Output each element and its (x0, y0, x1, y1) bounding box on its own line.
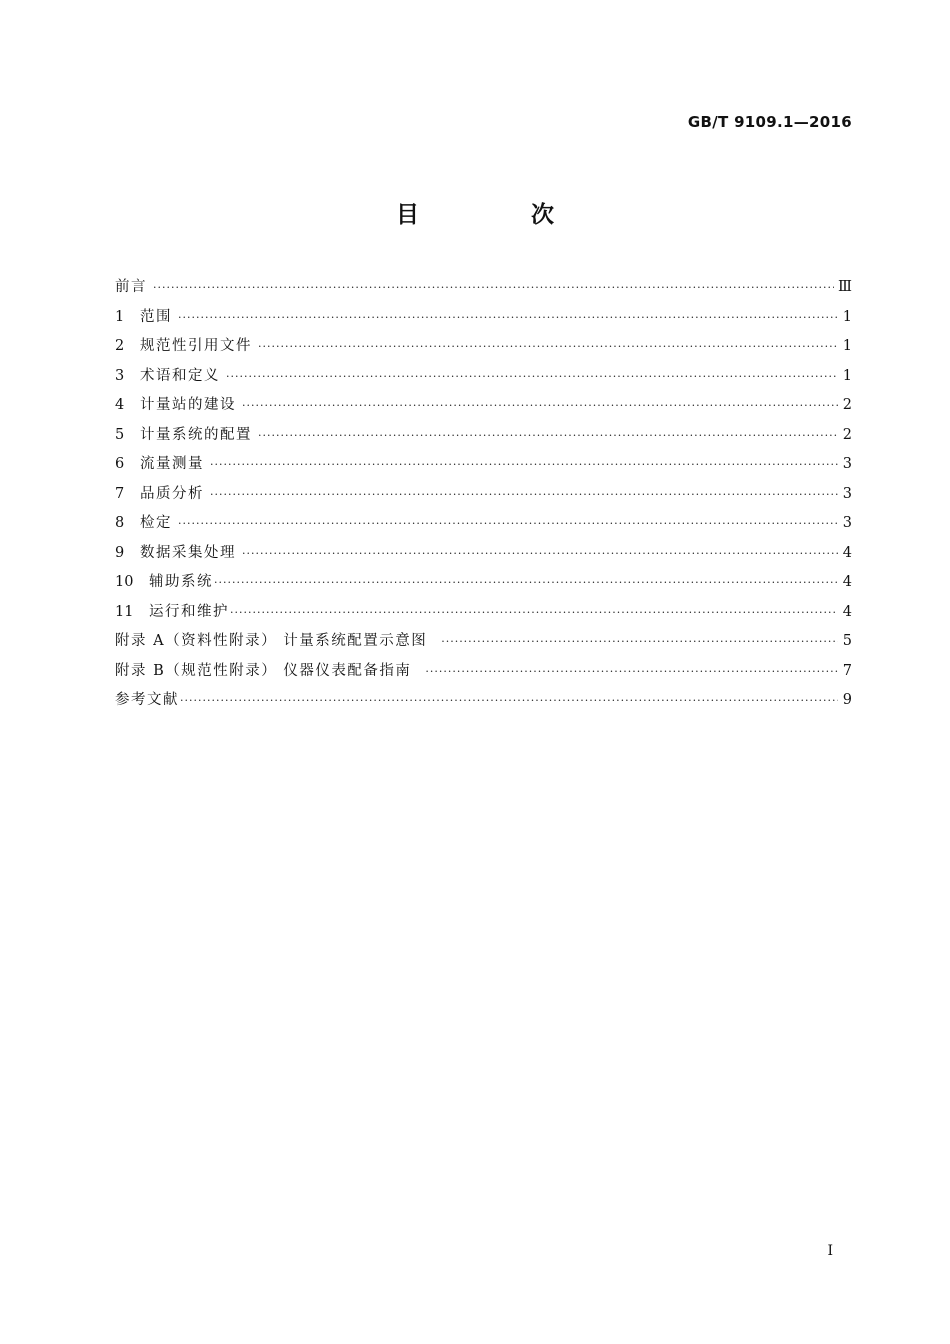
toc-entry-label: 检定 (140, 515, 172, 531)
toc-entry-page: 7 (842, 662, 852, 679)
toc-entry-annex-a[interactable] (115, 627, 852, 657)
page-number: I (827, 1243, 833, 1259)
toc-entry-label: 参考文献 (115, 692, 179, 708)
toc-entry-page: 9 (842, 692, 852, 708)
toc-entry-number: 6 (115, 456, 125, 472)
toc-entry-label: 前言 (115, 279, 147, 295)
toc-entry-number: 8 (115, 515, 125, 531)
toc-entry-page: 3 (842, 515, 852, 531)
toc-leader-dots (153, 273, 834, 303)
toc-entry-page: 1 (842, 308, 852, 325)
toc-entry-foreword[interactable] (115, 273, 852, 303)
toc-entry-page: Ⅲ (838, 279, 852, 295)
toc-entry-label: 术语和定义 (140, 367, 220, 384)
toc-entry-number: 9 (115, 544, 125, 561)
toc-leader-dots (242, 539, 838, 569)
toc-entry-page: 5 (842, 633, 852, 649)
toc-entry-label: 规范性引用文件 (140, 338, 252, 354)
toc-leader-dots (258, 421, 838, 451)
toc-entry-4[interactable] (115, 391, 852, 421)
toc-entry-7[interactable] (115, 480, 852, 510)
toc-entry-label: 品质分析 (140, 485, 204, 502)
toc-entry-5[interactable] (115, 421, 852, 451)
toc-entry-label: 附录 A（资料性附录） 计量系统配置示意图 (115, 633, 428, 649)
table-of-contents (115, 273, 852, 716)
toc-entry-1[interactable] (115, 303, 852, 333)
toc-entry-11[interactable] (115, 598, 852, 628)
toc-entry-number: 2 (115, 338, 125, 354)
toc-entry-10[interactable] (115, 568, 852, 598)
toc-entry-label: 运行和维护 (149, 603, 229, 620)
toc-entry-page: 3 (842, 485, 852, 502)
toc-leader-dots (210, 450, 838, 480)
toc-entry-annex-b[interactable] (115, 657, 852, 687)
toc-leader-dots (226, 362, 838, 392)
toc-leader-dots (230, 598, 838, 628)
toc-leader-dots (210, 480, 838, 510)
toc-leader-dots (214, 568, 838, 598)
toc-entry-page: 2 (842, 426, 852, 443)
toc-entry-number: 4 (115, 397, 125, 413)
toc-entry-bibliography[interactable] (115, 686, 852, 716)
toc-entry-page: 2 (842, 397, 852, 413)
toc-leader-dots (178, 303, 838, 333)
toc-leader-dots (258, 332, 838, 362)
toc-entry-8[interactable] (115, 509, 852, 539)
toc-entry-number: 5 (115, 426, 125, 443)
toc-entry-9[interactable] (115, 539, 852, 569)
toc-title: 目 次 (395, 202, 606, 228)
toc-entry-number: 11 (115, 603, 134, 620)
toc-entry-page: 4 (842, 574, 852, 590)
toc-entry-page: 1 (842, 367, 852, 384)
toc-entry-label: 附录 B（规范性附录） 仪器仪表配备指南 (115, 662, 412, 679)
toc-entry-number: 7 (115, 485, 125, 502)
toc-entry-page: 4 (842, 603, 852, 620)
toc-entry-page: 4 (842, 544, 852, 561)
toc-entry-6[interactable] (115, 450, 852, 480)
toc-leader-dots (242, 391, 838, 421)
toc-entry-3[interactable] (115, 362, 852, 392)
toc-leader-dots (178, 509, 838, 539)
toc-entry-number: 1 (115, 308, 125, 325)
toc-entry-page: 1 (842, 338, 852, 354)
toc-entry-number: 10 (115, 574, 134, 590)
toc-leader-dots (180, 686, 838, 716)
toc-entry-label: 数据采集处理 (140, 544, 236, 561)
standard-code: GB/T 9109.1—2016 (687, 113, 852, 131)
toc-leader-dots (425, 657, 838, 687)
toc-entry-label: 流量测量 (140, 456, 204, 472)
toc-entry-label: 范围 (140, 308, 172, 325)
toc-entry-number: 3 (115, 367, 125, 384)
toc-entry-page: 3 (842, 456, 852, 472)
toc-leader-dots (441, 627, 838, 657)
toc-entry-label: 计量系统的配置 (140, 426, 252, 443)
toc-entry-label: 计量站的建设 (140, 397, 236, 413)
toc-entry-label: 辅助系统 (149, 574, 213, 590)
toc-entry-2[interactable] (115, 332, 852, 362)
